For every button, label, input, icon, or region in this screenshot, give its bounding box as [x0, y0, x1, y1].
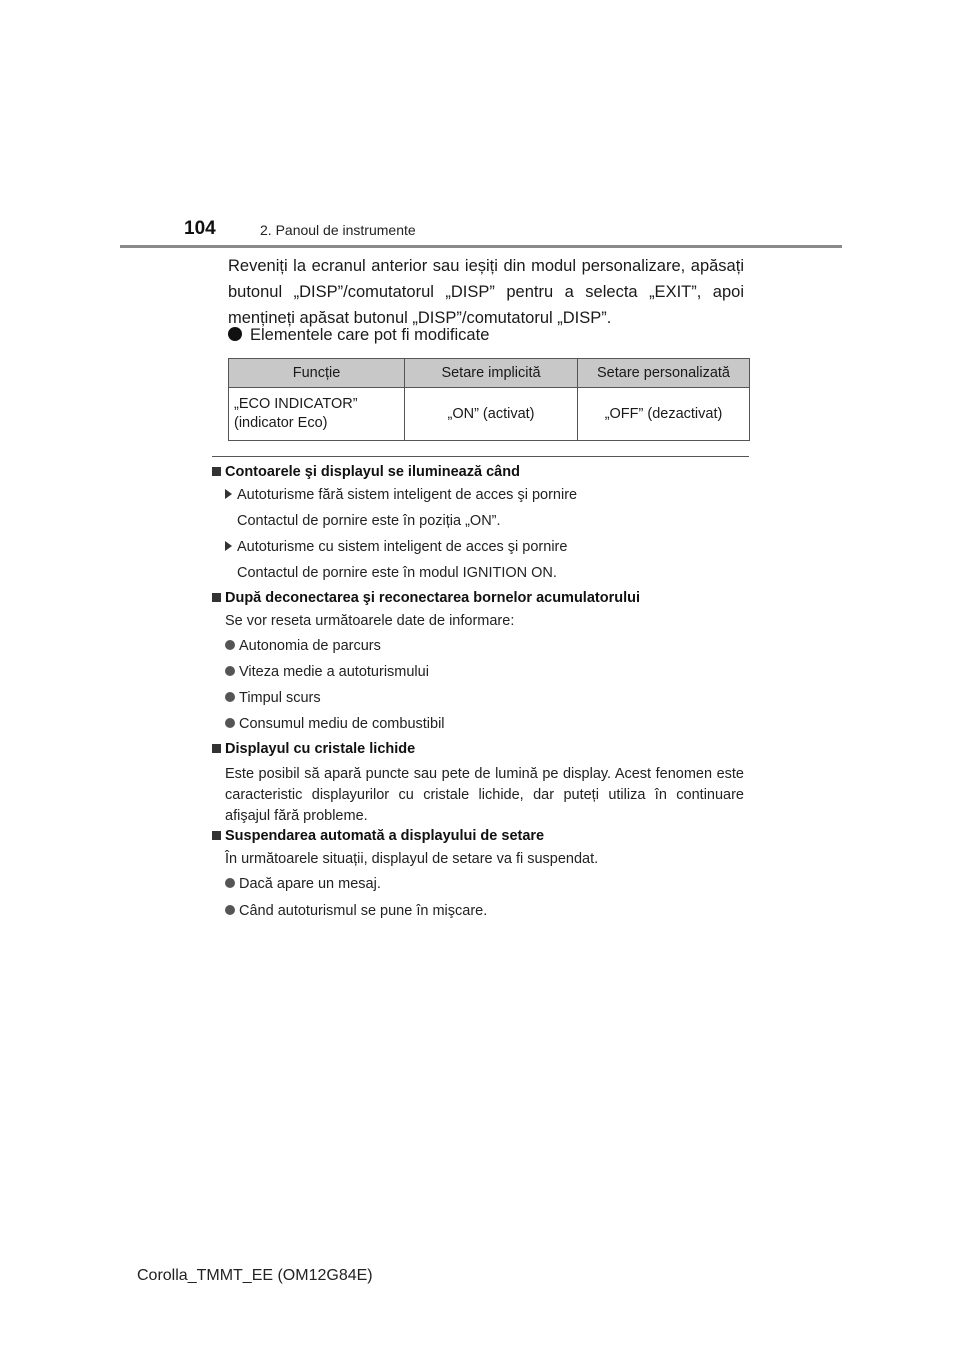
cell-default: „ON” (activat): [405, 388, 578, 441]
square-bullet-icon: [212, 593, 221, 602]
bullet-heading-text: Elementele care pot fi modificate: [250, 326, 490, 344]
note-heading: După deconectarea şi reconectarea bornelor acumulatorului: [212, 590, 640, 606]
list-item: Autonomia de parcurs: [225, 638, 381, 654]
square-bullet-icon: [212, 744, 221, 753]
table-header-row: [229, 359, 750, 388]
note-heading: Suspendarea automată a displayului de setare: [212, 828, 544, 844]
column-header-default: Setare implicită: [405, 359, 578, 388]
cell-custom: „OFF” (dezactivat): [578, 388, 750, 441]
circle-bullet-icon: [225, 905, 235, 915]
note-text: Contactul de pornire este în poziția „ON”.: [237, 513, 501, 529]
note-heading: Displayul cu cristale lichide: [212, 741, 415, 757]
intro-paragraph: [228, 253, 744, 331]
square-bullet-icon: [212, 467, 221, 476]
circle-bullet-icon: [225, 666, 235, 676]
note-text: Contactul de pornire este în modul IGNITION ON.: [237, 565, 557, 581]
page-footer: Corolla_TMMT_EE (OM12G84E): [137, 1267, 373, 1284]
list-item: Viteza medie a autoturismului: [225, 664, 429, 680]
table-row: [229, 388, 750, 441]
note-subitem: Autoturisme fără sistem inteligent de acces şi pornire: [225, 487, 577, 503]
bullet-heading: [228, 326, 489, 345]
settings-table: [228, 358, 750, 441]
square-bullet-icon: [212, 831, 221, 840]
note-text: În următoarele situații, displayul de setare va fi suspendat.: [225, 851, 599, 867]
circle-bullet-icon: [225, 692, 235, 702]
note-subitem: Autoturisme cu sistem inteligent de acces şi pornire: [225, 539, 567, 555]
intro-text: Reveniți la ecranul anterior sau ieșiți din modul personalizare, apăsați butonul „DISP”/comutatorul „DISP” pentru a selecta „EXIT”, apoi mențineți apăsat butonul „DISP”/comutatorul „DISP”.: [228, 257, 744, 327]
note-paragraph: Este posibil să apară puncte sau pete de lumină pe display. Acest fenomen este caracteristic displayurilor cu cristale lichide, dar puteți utiliza în continuare afişajul fără probleme.: [225, 766, 744, 824]
circle-bullet-icon: [225, 640, 235, 650]
circle-bullet-icon: [225, 718, 235, 728]
cell-function-line2: (indicator Eco): [234, 415, 328, 431]
list-item: Când autoturismul se pune în mişcare.: [225, 903, 487, 919]
list-item: Timpul scurs: [225, 690, 321, 706]
bullet-dot-icon: [228, 327, 242, 341]
cell-function-line1: „ECO INDICATOR”: [234, 396, 358, 412]
column-header-custom: Setare personalizată: [578, 359, 750, 388]
list-item: Dacă apare un mesaj.: [225, 876, 381, 892]
section-divider: [212, 456, 749, 457]
circle-bullet-icon: [225, 878, 235, 888]
list-item: Consumul mediu de combustibil: [225, 716, 445, 732]
note-text: Se vor reseta următoarele date de informare:: [225, 613, 515, 629]
arrow-right-icon: [225, 489, 232, 499]
page-number: 104: [184, 218, 216, 239]
chapter-title: 2. Panoul de instrumente: [260, 222, 416, 238]
page-header: [120, 218, 842, 248]
cell-function: [229, 388, 405, 441]
note-heading: Contoarele şi displayul se iluminează când: [212, 464, 520, 480]
header-divider: [120, 245, 842, 248]
arrow-right-icon: [225, 541, 232, 551]
column-header-function: Funcție: [229, 359, 405, 388]
